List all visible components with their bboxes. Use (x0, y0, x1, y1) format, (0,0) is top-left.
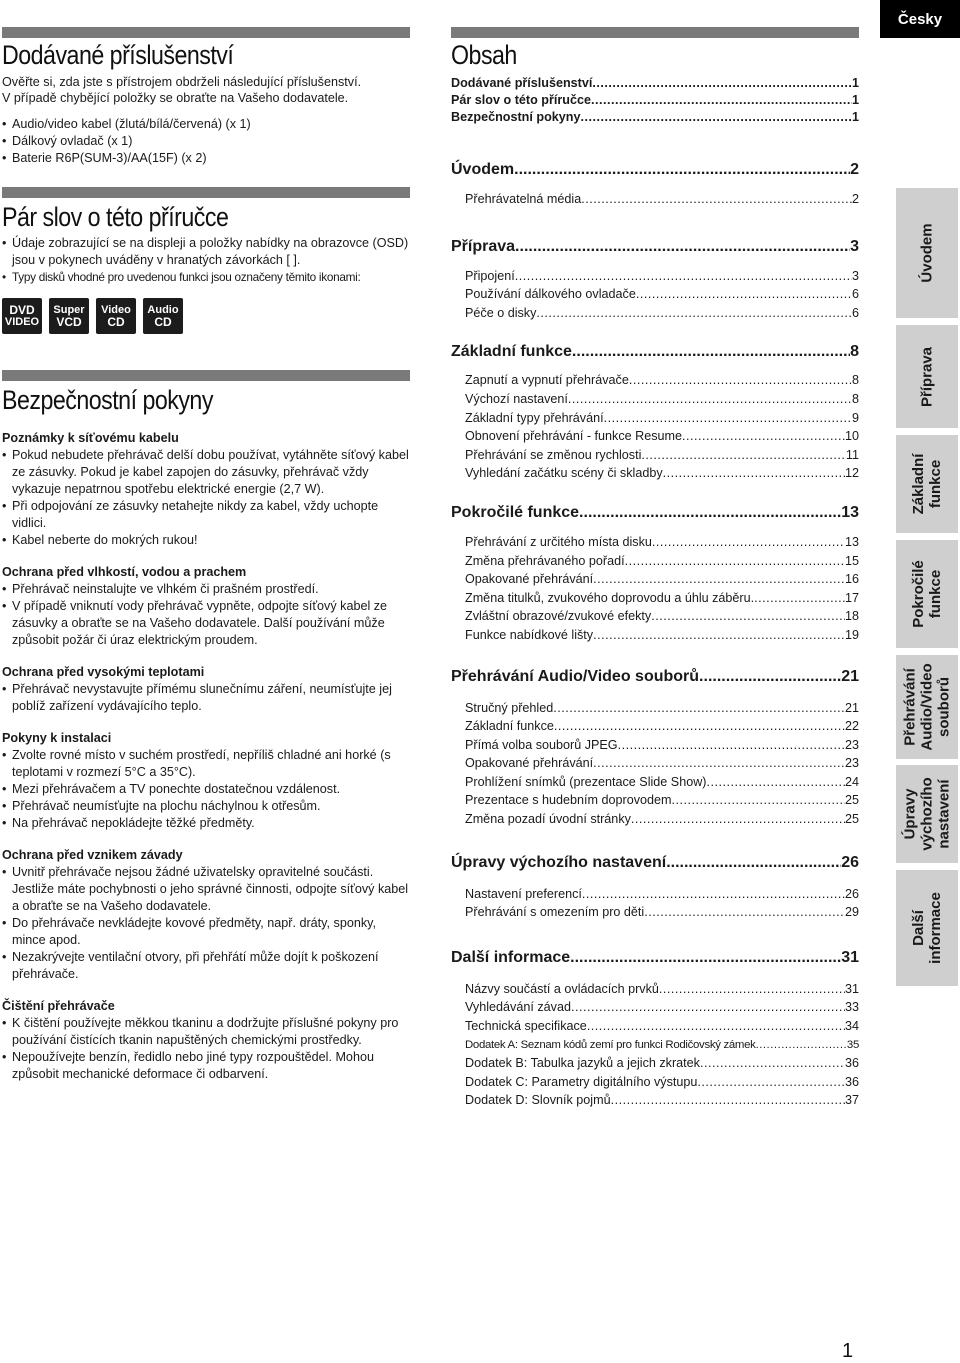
toc-entry-label: Nastavení preferencí (465, 886, 582, 901)
toc-leader-dots (682, 427, 845, 446)
toc-leader-dots (618, 736, 845, 755)
toc-leader-dots (591, 92, 852, 109)
side-tab[interactable] (896, 540, 958, 648)
list-item: • Přehrávač nevystavujte přímému slunečnímu záření, neumísťujte jej poblíž zařízení vydávajícího teplo. (2, 681, 410, 715)
list-item: • Přehrávač neumísťujte na plochu náchylnou k otřesům. (2, 798, 410, 815)
toc-entry-label: Dodatek C: Parametry digitálního výstupu (465, 1074, 698, 1089)
toc-entry-label: Úpravy výchozího nastavení (451, 853, 667, 871)
toc-chapter[interactable] (451, 237, 859, 257)
toc-entry-page: 15 (844, 553, 859, 568)
list-item: • V případě vniknutí vody přehrávač vypněte, odpojte síťový kabel ze zásuvky a obraťte se na Vašeho dodavatele. Další používání může způsobit požár či úraz elektrickým proudem. (2, 598, 410, 649)
toc-leader-dots (663, 464, 845, 483)
toc-chapter[interactable] (451, 503, 859, 523)
toc-entry-page: 33 (844, 1000, 859, 1015)
toc-entry-label: Přehrávání s omezením pro děti (465, 905, 645, 920)
toc-leader-dots (631, 810, 845, 829)
toc-entry-label: Dodatek B: Tabulka jazyků a jejich zkratek (465, 1056, 700, 1071)
toc-entry-label: Dodatek A: Seznam kódů zemí pro funkci Rodičovský zámek (465, 1038, 756, 1051)
side-tab-line: informace (927, 892, 944, 964)
safety-heading: Ochrana před vysokými teplotami (2, 665, 205, 679)
toc-subentry[interactable] (451, 1017, 859, 1036)
toc-entry-label: Prohlížení snímků (prezentace Slide Show) (465, 774, 707, 789)
toc-entry-page: 37 (844, 1093, 859, 1108)
toc-subentry[interactable] (451, 427, 859, 446)
toc-subentry[interactable] (451, 754, 859, 773)
toc-leader-dots (515, 237, 850, 257)
toc-entry-page: 25 (844, 793, 859, 808)
toc-leader-dots (536, 304, 852, 323)
toc-leader-dots (580, 109, 852, 126)
side-tab-line: Přehrávání (901, 668, 919, 746)
audio-cd-icon: Audio CD (143, 298, 183, 334)
list-item: • Při odpojování ze zásuvky netahejte nikdy za kabel, vždy uchopte vidlici. (2, 498, 410, 532)
toc-subentry[interactable] (451, 285, 859, 304)
side-tab-line: funkce (927, 459, 944, 509)
toc-entry-page: 19 (844, 627, 859, 642)
toc-entry-label: Péče o disky (465, 305, 537, 320)
toc-subentry[interactable] (451, 409, 859, 428)
toc-entry-label: Přehrávání se změnou rychlosti (465, 447, 642, 462)
toc-subentry[interactable] (451, 1036, 859, 1055)
toc-entry-label: Používání dálkového ovladače (465, 287, 636, 302)
toc-entry-label: Zvláštní obrazové/zvukové efekty (465, 609, 652, 624)
toc-entry-label: Pár slov o této příručce (451, 93, 591, 107)
toc-subentry[interactable] (451, 190, 859, 209)
toc-entry-label: Zapnutí a vypnutí přehrávače (465, 373, 629, 388)
side-tab[interactable] (896, 188, 958, 318)
toc-entry[interactable] (451, 92, 859, 109)
toc-leader-dots (593, 626, 845, 645)
toc-entry-page: 17 (844, 590, 859, 605)
list-item: • Nezakrývejte ventilační otvory, při přehřátí může dojít k poškození přehrávače. (2, 949, 410, 983)
side-tab[interactable] (896, 655, 958, 759)
toc-leader-dots (666, 853, 841, 873)
toc-subentry[interactable] (451, 390, 859, 409)
safety-list (2, 747, 410, 832)
side-tab-line: výchozího (918, 777, 936, 851)
toc-entry-page: 11 (845, 447, 859, 462)
toc-leader-dots (651, 607, 845, 626)
toc-entry-page: 2 (851, 192, 859, 206)
toc-leader-dots (707, 773, 845, 792)
toc-entry-page: 2 (850, 161, 859, 178)
toc-leader-dots (554, 717, 845, 736)
toc-entry-page: 23 (844, 737, 859, 752)
spacer (451, 209, 859, 217)
section-bar (451, 27, 859, 38)
toc-subentry[interactable] (451, 626, 859, 645)
toc-leader-dots (636, 285, 852, 304)
side-tab[interactable] (896, 435, 958, 533)
side-tab-label (919, 346, 936, 406)
list-item: • Na přehrávač nepokládejte těžké předměty. (2, 815, 410, 832)
side-tab-line: Základní (910, 453, 927, 515)
side-tab-label (910, 560, 944, 628)
safety-list (2, 1015, 410, 1083)
toc-leader-dots (568, 390, 852, 409)
toc-subentry[interactable] (451, 773, 859, 792)
toc-leader-dots (514, 160, 850, 180)
toc-leader-dots (579, 503, 841, 523)
toc-entry-page: 21 (841, 667, 859, 685)
toc-entry-page: 12 (844, 466, 859, 481)
toc-leader-dots (581, 190, 852, 209)
toc-leader-dots (604, 409, 852, 428)
list-item: • Baterie R6P(SUM-3)/AA(15F) (x 2) (2, 150, 410, 167)
table-of-contents (451, 27, 859, 1110)
toc-chapter[interactable] (451, 948, 859, 968)
left-column (2, 27, 410, 1083)
list-item: • Audio/video kabel (žlutá/bílá/červená) (x 1) (2, 116, 410, 133)
safety-list (2, 581, 410, 649)
toc-subentry[interactable] (451, 699, 859, 718)
toc-entry-label: Další informace (451, 948, 571, 966)
side-tab-line: Audio/Video (918, 663, 936, 751)
toc-leader-dots (625, 552, 845, 571)
toc-entry-page: 8 (851, 373, 859, 388)
side-tab-line: Úvodem (918, 223, 936, 283)
toc-entry-page: 36 (844, 1056, 859, 1071)
toc-leader-dots (754, 589, 845, 608)
toc-chapter[interactable] (451, 667, 859, 687)
toc-entry-label: Výchozí nastavení (465, 391, 568, 406)
toc-subentry[interactable] (451, 371, 859, 390)
toc-entry-label: Základní funkce (465, 719, 554, 734)
section-bar (2, 187, 410, 198)
accessories-list (2, 116, 410, 167)
toc-entry-page: 26 (844, 886, 859, 901)
toc-entry-label: Změna přehrávaného pořadí (465, 553, 625, 568)
toc-leader-dots (587, 1017, 845, 1036)
toc-entry-label: Opakované přehrávání (465, 756, 594, 771)
toc-entry-page: 22 (844, 719, 859, 734)
toc-chapter[interactable] (451, 342, 859, 362)
safety-group (2, 847, 410, 983)
safety-group (2, 998, 410, 1083)
safety-group (2, 564, 410, 649)
toc-entry-page: 25 (844, 812, 859, 827)
toc-entry-page: 6 (851, 305, 859, 320)
toc-subentry[interactable] (451, 304, 859, 323)
section-bar (2, 27, 410, 38)
list-item: • Mezi přehrávačem a TV ponechte dostatečnou vzdálenost. (2, 781, 410, 798)
toc-leader-dots (641, 446, 846, 465)
section-bar (2, 370, 410, 381)
toc-entry-page: 9 (851, 410, 859, 425)
toc-entry-label: Technická specifikace (465, 1019, 587, 1034)
toc-leader-dots (756, 1036, 847, 1055)
side-tab-line: Úpravy (901, 788, 919, 840)
toc-entry-label: Názvy součástí a ovládacích prvků (465, 981, 659, 996)
toc-subentry[interactable] (451, 267, 859, 286)
toc-title: Obsah (451, 40, 517, 70)
dvd-video-icon: DVD VIDEO (2, 298, 42, 334)
toc-subentry[interactable] (451, 464, 859, 483)
toc-subentry[interactable] (451, 980, 859, 999)
toc-leader-dots (592, 75, 852, 92)
side-tab-label (919, 223, 936, 282)
side-tab-line: funkce (927, 569, 944, 619)
toc-entry-label: Připojení (465, 268, 515, 283)
toc-subentry[interactable] (451, 1054, 859, 1073)
toc-leader-dots (700, 1054, 845, 1073)
super-vcd-icon: Super VCD (49, 298, 89, 334)
side-tab[interactable] (896, 765, 958, 863)
side-tab-line: souborů (935, 677, 953, 738)
toc-entry-label: Vyhledávání závad (465, 1000, 571, 1015)
safety-heading: Pokyny k instalaci (2, 731, 112, 745)
toc-chapters (451, 160, 859, 1110)
toc-entry-page: 35 (846, 1038, 859, 1051)
toc-leader-dots (699, 667, 841, 687)
toc-entry-label: Opakované přehrávání (465, 572, 594, 587)
toc-subentry[interactable] (451, 791, 859, 810)
toc-entry-page: 21 (844, 700, 859, 715)
toc-entry-page: 13 (841, 503, 859, 521)
toc-subentry[interactable] (451, 570, 859, 589)
toc-leader-dots (571, 998, 845, 1017)
toc-leader-dots (570, 948, 841, 968)
toc-chapter[interactable] (451, 853, 859, 873)
safety-heading: Poznámky k síťovému kabelu (2, 431, 179, 445)
toc-entry-page: 31 (841, 948, 859, 966)
accessories-intro-2: V případě chybějící položky se obraťte na Vašeho dodavatele. (2, 91, 349, 105)
list-item: • Dálkový ovladač (x 1) (2, 133, 410, 150)
toc-leader-dots (582, 885, 845, 904)
safety-group (2, 730, 410, 832)
side-tab-label (910, 454, 944, 515)
toc-entry-page: 8 (850, 343, 859, 361)
manual-list (2, 235, 410, 286)
toc-entry[interactable] (451, 109, 859, 126)
toc-entry-page: 1 (851, 110, 859, 124)
side-tab[interactable] (896, 870, 958, 986)
toc-entry-page: 13 (844, 534, 859, 549)
toc-leader-dots (611, 1091, 845, 1110)
toc-entry-label: Funkce nabídkové lišty (465, 627, 594, 642)
toc-entry-page: 3 (851, 268, 859, 283)
toc-entry-page: 1 (851, 93, 859, 107)
toc-subentry[interactable] (451, 885, 859, 904)
toc-entry-page: 1 (851, 76, 859, 90)
list-item: • Přehrávač neinstalujte ve vlhkém či prašném prostředí. (2, 581, 410, 598)
toc-entry-label: Prezentace s hudebním doprovodem (465, 793, 672, 808)
safety-list (2, 447, 410, 549)
manual-title: Pár slov o této příručce (2, 202, 229, 232)
toc-entry-page: 23 (844, 756, 859, 771)
toc-entry-label: Základní typy přehrávání (465, 410, 604, 425)
safety-group (2, 430, 410, 549)
side-tab-line: Příprava (918, 346, 936, 407)
accessories-title: Dodávané příslušenství (2, 40, 234, 70)
side-tab-line: nastavení (935, 779, 953, 849)
disc-icons (2, 298, 410, 334)
toc-entry-label: Pokročilé funkce (451, 503, 580, 521)
toc-entry-page: 6 (851, 287, 859, 302)
toc-entry-page: 18 (844, 609, 859, 624)
list-item: • Pokud nebudete přehrávač delší dobu používat, vytáhněte síťový kabel ze zásuvky. Pokud je kabel zapojen do zásuvky, přehrávač vždy vykazuje nepatrnou spotřebu elektrické energie (2,7 W). (2, 447, 410, 498)
toc-entry-label: Příprava (451, 237, 516, 255)
side-tab-label (902, 777, 953, 850)
toc-entry-label: Přímá volba souborů JPEG (465, 737, 618, 752)
safety-list (2, 681, 410, 715)
toc-entry-label: Přehrávání Audio/Video souborů (451, 667, 700, 685)
toc-entry-page: 34 (844, 1019, 859, 1034)
toc-entry-label: Vyhledání začátku scény či skladby (465, 466, 663, 481)
side-tab-line: Pokročilé (910, 560, 927, 628)
toc-subentry[interactable] (451, 446, 859, 465)
toc-subentry[interactable] (451, 998, 859, 1017)
toc-entry-page: 29 (844, 905, 859, 920)
toc-leader-dots (553, 699, 845, 718)
video-cd-icon: Video CD (96, 298, 136, 334)
toc-subentry[interactable] (451, 1073, 859, 1092)
list-item: • K čištění používejte měkkou tkaninu a dodržujte příslušné pokyny pro používání čistících tkanin napuštěných chemickými prostředky. (2, 1015, 410, 1049)
list-item: • Nepoužívejte benzín, ředidlo nebo jiné typy rozpouštědel. Mohou způsobit mechanické deformace či odbarvení. (2, 1049, 410, 1083)
toc-entry-label: Dodatek D: Slovník pojmů (465, 1093, 611, 1108)
toc-entry-label: Změna titulků, zvukového doprovodu a úhlu záběru. (465, 590, 755, 605)
side-tab-label (910, 892, 944, 964)
toc-entry-label: Obnovení přehrávání - funkce Resume (465, 429, 683, 444)
toc-leader-dots (644, 903, 845, 922)
toc-leader-dots (672, 791, 845, 810)
safety-list (2, 864, 410, 983)
safety-title: Bezpečnostní pokyny (2, 385, 213, 415)
toc-leader-dots (593, 570, 845, 589)
safety-heading: Ochrana před vznikem závady (2, 848, 183, 862)
toc-subentry[interactable] (451, 607, 859, 626)
list-item: • Zvolte rovné místo v suchém prostředí, nepříliš chladné ani horké (s teplotami v rozmezí 5°C a 35°C). (2, 747, 410, 781)
list-item: • Údaje zobrazující se na displeji a položky nabídky na obrazovce (OSD) jsou v pokynech uváděny v hranatých závorkách [ ]. (2, 235, 410, 269)
side-tab-line: Další (910, 910, 927, 946)
toc-entry-page: 10 (844, 429, 859, 444)
toc-entry-page: 26 (841, 853, 859, 871)
toc-entry-page: 3 (850, 237, 859, 255)
toc-entry-page: 31 (844, 981, 859, 996)
toc-entry-label: Stručný přehled (465, 700, 554, 715)
toc-entry-page: 8 (851, 391, 859, 406)
toc-top-entries (451, 75, 859, 126)
language-tab: Česky (880, 0, 960, 38)
toc-subentry[interactable] (451, 533, 859, 552)
toc-entry-label: Základní funkce (451, 343, 572, 361)
toc-chapter[interactable] (451, 160, 859, 180)
page-number: 1 (842, 1340, 854, 1362)
list-item: • Kabel neberte do mokrých rukou! (2, 532, 410, 549)
toc-subentry[interactable] (451, 717, 859, 736)
toc-subentry[interactable] (451, 589, 859, 608)
toc-leader-dots (593, 754, 845, 773)
toc-entry-label: Změna pozadí úvodní stránky (465, 812, 631, 827)
toc-subentry[interactable] (451, 552, 859, 571)
toc-entry-label: Přehrávání z určitého místa disku (465, 534, 652, 549)
toc-entry-label: Přehrávatelná média (465, 192, 582, 206)
toc-subentry[interactable] (451, 736, 859, 755)
toc-subentry[interactable] (451, 810, 859, 829)
toc-leader-dots (629, 371, 852, 390)
toc-entry-page: 36 (844, 1074, 859, 1089)
list-item: • Do přehrávače nevkládejte kovové předměty, např. dráty, sponky, mince apod. (2, 915, 410, 949)
side-tab[interactable] (896, 325, 958, 428)
toc-entry-label: Úvodem (451, 161, 515, 178)
list-item: • Uvnitř přehrávače nejsou žádné uživatelsky opravitelné součásti. Jestliže máte pochybnosti o jeho správné činnosti, odpojte síťový kabel a obraťte se na Vašeho dodavatele. (2, 864, 410, 915)
toc-entry-page: 16 (844, 572, 859, 587)
toc-leader-dots (572, 342, 850, 362)
toc-entry-label: Bezpečnostní pokyny (451, 110, 581, 124)
safety-heading: Ochrana před vlhkostí, vodou a prachem (2, 565, 247, 579)
side-tab-label (902, 663, 953, 750)
toc-entry-label: Dodávané příslušenství (451, 76, 593, 90)
safety-heading: Čištění přehrávače (2, 999, 115, 1013)
toc-subentry[interactable] (451, 903, 859, 922)
toc-leader-dots (515, 267, 852, 286)
toc-entry[interactable] (451, 75, 859, 92)
toc-leader-dots (652, 533, 845, 552)
toc-leader-dots (659, 980, 845, 999)
toc-subentry[interactable] (451, 1091, 859, 1110)
safety-group (2, 664, 410, 715)
accessories-intro-1: Ověřte si, zda jste s přístrojem obdrželi následující příslušenství. (2, 75, 362, 89)
list-item: • Typy disků vhodné pro uvedenou funkci jsou označeny těmito ikonami: (2, 269, 410, 286)
toc-entry-page: 24 (844, 774, 859, 789)
toc-leader-dots (697, 1073, 845, 1092)
